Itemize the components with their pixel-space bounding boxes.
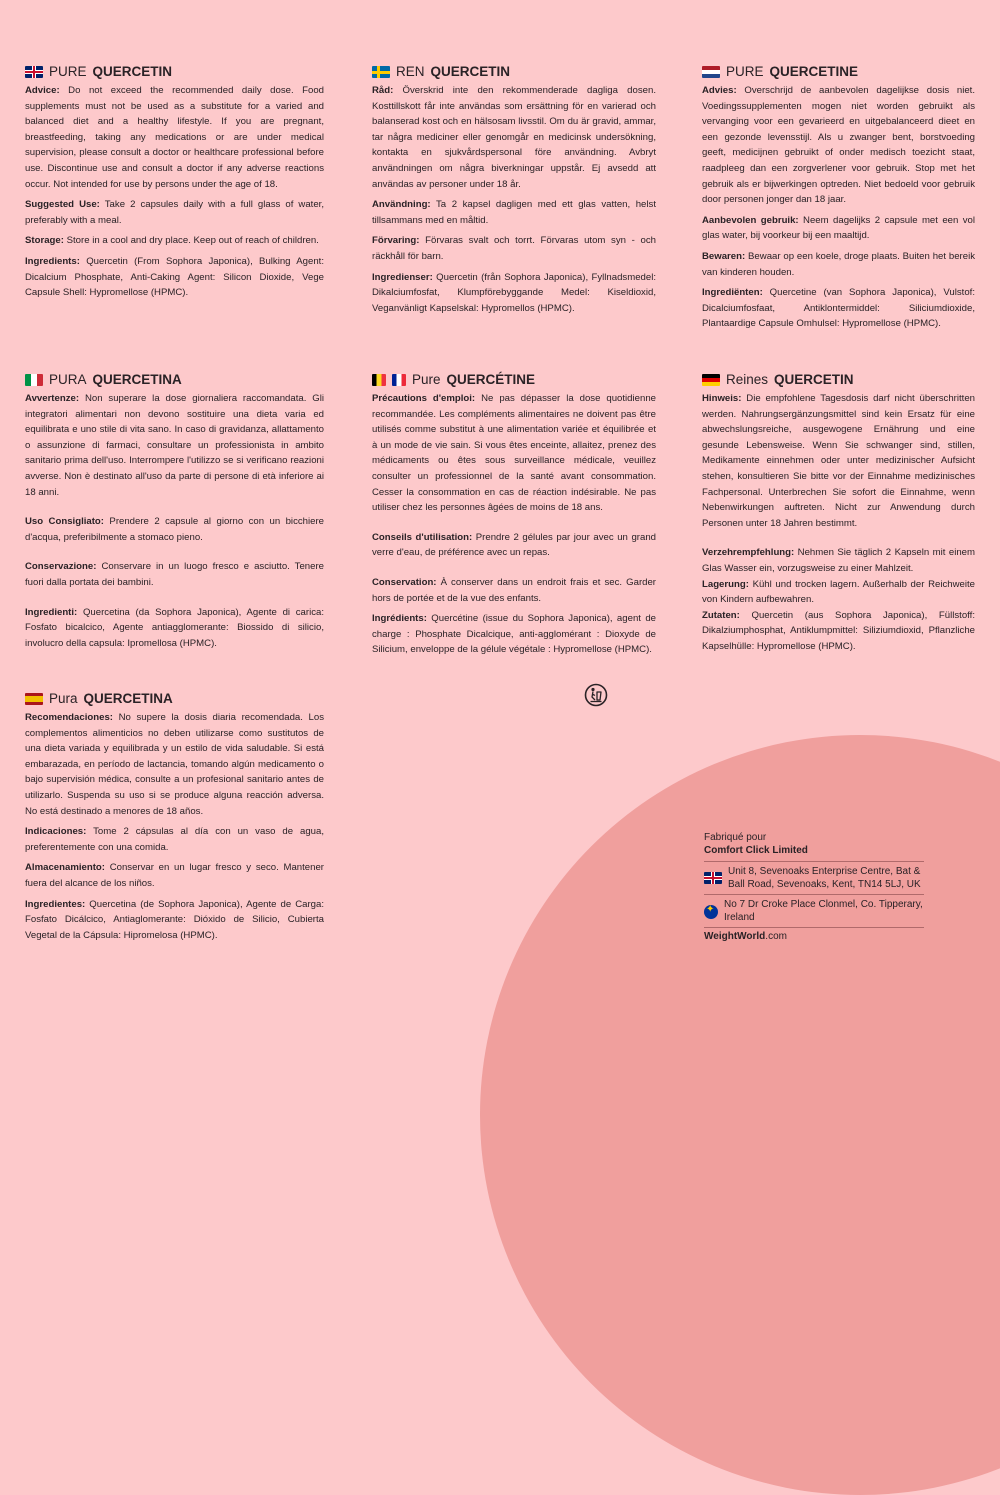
uk-flag-icon <box>25 66 43 78</box>
advice-paragraph: Advice: Do not exceed the recommended daily dose. Food supplements must not be used as a substitute for a varied and balanced diet and a healthy lifestyle. If you are pregnant, breastfeeding, taking any medications or are under medical supervision, please consult a doctor or healthcare professional before use. Discontinue use and consult a doctor if any adverse reactions occur. Not intended for use by persons under the age of 18. <box>25 85 324 190</box>
storage-paragraph: Storage: Store in a cool and dry place. Keep out of reach of children. <box>25 235 319 247</box>
advice-paragraph: Råd: Överskrid inte den rekommenderade dagliga dosen. Kosttillskott får inte användas som ersättning för en varierad och balanserad kost och en hälsosam livsstil. Om du är gravid, ammar, tar några mediciner eller genomgår en medicinsk undersökning, kontakta en sjukvårdspersonal före användning. Avbryt användningen om några biverkningar uppstår. Ej avsedd att användas av personer under 18 år. <box>372 85 656 190</box>
italy-flag-icon <box>25 374 43 386</box>
title-light: PURE <box>49 64 87 79</box>
use-paragraph: Aanbevolen gebruik: Neem dagelijks 2 capsule met een vol glas water, bij voorkeur bij een maaltijd. <box>702 214 975 242</box>
use-paragraph: Användning: Ta 2 kapsel dagligen med ett glas vatten, helst tillsammans med en måltid. <box>372 199 656 226</box>
section-title <box>25 64 324 80</box>
ingredients-paragraph: Ingredienser: Quercetin (från Sophora Japonica), Fyllnadsmedel: Dikalciumfosfat, Klumpförebyggande Medel: Kiseldioxid, Veganvänligt Kapselskal: Hypromellos (HPMC). <box>372 271 656 314</box>
title-bold: QUERCÉTINE <box>446 372 536 387</box>
sweden-flag-icon <box>372 66 390 78</box>
germany-flag-icon <box>702 374 720 386</box>
storage-paragraph: Conservazione: Conservare in un luogo fresco e asciutto. Tenere fuori dalla portata dei bambini. <box>25 561 324 588</box>
ingredients-paragraph: Ingredients: Quercetin (From Sophora Japonica), Bulking Agent: Dicalcium Phosphate, Anti-Caking Agent: Silicon Dioxide, Vege Capsule Shell: Hypromellose (HPMC). <box>25 255 324 299</box>
website-brand: WeightWorld <box>704 931 766 942</box>
title-light: REN <box>396 64 425 79</box>
section-title <box>702 372 975 388</box>
made-for <box>704 832 924 861</box>
section-title <box>372 64 656 80</box>
use-paragraph: Verzehrempfehlung: Nehmen Sie täglich 2 Kapseln mit einem Glas Wasser ein, vorzugsweise zu einer Mahlzeit. <box>702 547 976 574</box>
france-flag-icon <box>392 374 406 386</box>
made-for-label: Fabriqué pour <box>704 832 767 843</box>
section-es <box>25 691 324 943</box>
ingredients-paragraph: Ingrédients: Quercétine (issue du Sophora Japonica), agent de charge : Phosphate Dicalcique, anti-agglomérant : Dioxyde de Silicium, enveloppe de la gélule végétale : Hypromellose (HPMC). <box>372 613 656 656</box>
uk-flag-icon <box>704 872 722 884</box>
title-light: PURE <box>726 64 764 79</box>
storage-paragraph: Lagerung: Kühl und trocken lagern. Außerhalb der Reichweite von Kindern aufbewahren. <box>702 578 975 606</box>
storage-paragraph: Bewaren: Bewaar op een koele, droge plaats. Buiten het bereik van kinderen houden. <box>702 250 975 278</box>
section-de <box>702 372 975 655</box>
title-bold: QUERCETINA <box>92 372 182 387</box>
title-light: PURA <box>49 372 87 387</box>
use-paragraph: Conseils d'utilisation: Prendre 2 gélules par jour avec un grand verre d'eau, de préférence avec un repas. <box>372 531 656 559</box>
storage-paragraph: Almacenamiento: Conservar en un lugar fresco y seco. Mantener fuera del alcance de los niños. <box>25 862 324 889</box>
title-light: Pura <box>49 691 78 706</box>
spain-flag-icon <box>25 693 43 705</box>
title-light: Reines <box>726 372 769 387</box>
title-bold: QUERCETIN <box>774 372 854 387</box>
storage-paragraph: Förvaring: Förvaras svalt och torrt. Förvaras utom syn - och räckhåll för barn. <box>372 235 656 262</box>
ingredients-paragraph: Ingredientes: Quercetina (de Sophora Japonica), Agente de Carga: Fosfato Dicálcico, Antiaglomerante: Dióxido de Silicio, Cubierta Vegetal de la Cápsula: Hipromelosa (HPMC). <box>25 898 324 941</box>
section-it <box>25 372 324 651</box>
section-title <box>702 64 975 80</box>
ingredients-paragraph: Ingredienti: Quercetina (da Sophora Japonica), Agente di carica: Fosfato bicalcico, Agente antiagglomerante: Biossido di silicio, involucro della capsula: Ipromellosa (HPMC). <box>25 606 324 649</box>
netherlands-flag-icon <box>702 66 720 78</box>
eu-flag-icon <box>704 905 718 919</box>
manufacturer-info <box>704 832 924 944</box>
title-light: Pure <box>412 372 441 387</box>
title-bold: QUERCETIN <box>430 64 511 79</box>
advice-paragraph: Advies: Overschrijd de aanbevolen dagelijkse dosis niet. Voedingssupplementen mogen niet worden gebruikt als vervanging voor een gevarieerd en uitgebalanceerd dieet en een gezonde levensstijl. Als u zwanger bent, borstvoeding geeft, medicijnen gebruikt of onder medisch toezicht staat, raadpleeg dan een zorgverlener voor gebruik. Stop met het gebruik als er bijwerkingen optreden. Niet bedoeld voor gebruik door personen jonger dan 18 jaar. <box>702 85 975 206</box>
section-title <box>25 691 324 707</box>
ingredients-paragraph: Zutaten: Quercetin (aus Sophora Japonica), Füllstoff: Dikalziumphosphat, Antiklumpmittel: Siliziumdioxid, Pflanzliche Kapselhülle: Hypromellose (HPMC). <box>702 609 975 652</box>
uk-address-row <box>704 861 924 894</box>
advice-paragraph: Avvertenze: Non superare la dose giornaliera raccomandata. Gli integratori alimentari non devono sostituire una dieta varia ed equilibrata e uno stile di vita sano. In caso di gravidanza, allattamento o assunzione di farmaci, consultare un professionista in ambito sanitario prima dell'uso. Interrompere l'utilizzo se si verificano reazioni avverse. Non è destinato all'uso da parte di persone di età inferiore ai 18 anni. <box>25 393 325 498</box>
advice-paragraph: Hinweis: Die empfohlene Tagesdosis darf nicht überschritten werden. Nahrungsergänzungsmittel sind kein Ersatz für eine abwechslungsreiche, ausgewogene Ernährung und eine gesunde Lebensweise. Wenn Sie schwanger sind, stillen, Medikamente einnehmen oder unter medizinischer Aufsicht stehen, konsultieren Sie bitte vor der Einnahme medizinisches Fachpersonal. Unterbrechen Sie sofort die Einnahme, wenn Nebenwirkungen auftreten. Nicht zur Anwendung durch Personen unter 18 Jahren bestimmt. <box>702 393 975 529</box>
belgium-flag-icon <box>372 374 386 386</box>
section-en <box>25 64 324 301</box>
storage-paragraph: Conservation: À conserver dans un endroit frais et sec. Garder hors de portée et de la vue des enfants. <box>372 576 657 604</box>
uk-address: Unit 8, Sevenoaks Enterprise Centre, Bat & Ball Road, Sevenoaks, Kent, TN14 5LJ, UK <box>728 866 921 890</box>
website-domain: .com <box>765 931 787 942</box>
title-bold: QUERCETINA <box>83 691 173 706</box>
section-se <box>372 64 656 316</box>
title-bold: QUERCETINE <box>769 64 859 79</box>
advice-paragraph: Recomendaciones: No supere la dosis diaria recomendada. Los complementos alimenticios no deben utilizarse como sustitutos de una dieta variada y equilibrada y un estilo de vida saludable. Si está embarazada, en período de lactancia, tomando algún medicamento o bajo supervisión médica, consulte a un profesional sanitario antes de utilizarlo. Suspenda su uso si se produce alguna reacción adversa. No está destinado a menores de 18 años. <box>25 712 324 817</box>
title-bold: QUERCETIN <box>92 64 173 79</box>
eu-address-row <box>704 894 924 927</box>
company-name: Comfort Click Limited <box>704 844 808 856</box>
advice-paragraph: Précautions d'emploi: Ne pas dépasser la dose quotidienne recommandée. Les compléments alimentaires ne doivent pas être utilisés comme substitut à une alimentation variée et équilibrée et à un mode de vie sain. Si vous êtes enceinte, allaitez, prenez des médicaments ou êtes sous surveillance médicale, veuillez consulter un professionnel de la santé avant consommation. Cesser la consommation en cas de réaction indésirable. Ne pas utiliser chez les personnes âgées de moins de 18 ans. <box>372 393 656 514</box>
use-paragraph: Uso Consigliato: Prendere 2 capsule al giorno con un bicchiere d'acqua, preferibilmente a stomaco pieno. <box>25 516 324 543</box>
section-fr <box>372 372 656 658</box>
section-title <box>25 372 324 388</box>
ingredients-paragraph: Ingrediënten: Quercetine (van Sophora Japonica), Vulstof: Dicalciumfosfaat, Antiklontermiddel: Siliciumdioxide, Plantaardige Capsule Omhulsel: Hypromellose (HPMC). <box>702 287 975 330</box>
use-paragraph: Suggested Use: Take 2 capsules daily with a full glass of water, preferably with a meal. <box>25 199 324 226</box>
section-nl <box>702 64 975 332</box>
eu-address: No 7 Dr Croke Place Clonmel, Co. Tipperary, Ireland <box>724 899 923 923</box>
recycle-bin-icon <box>584 683 608 707</box>
use-paragraph: Indicaciones: Tome 2 cápsulas al día con un vaso de agua, preferentemente con una comida. <box>25 826 324 853</box>
section-title <box>372 372 656 388</box>
website <box>704 927 924 944</box>
